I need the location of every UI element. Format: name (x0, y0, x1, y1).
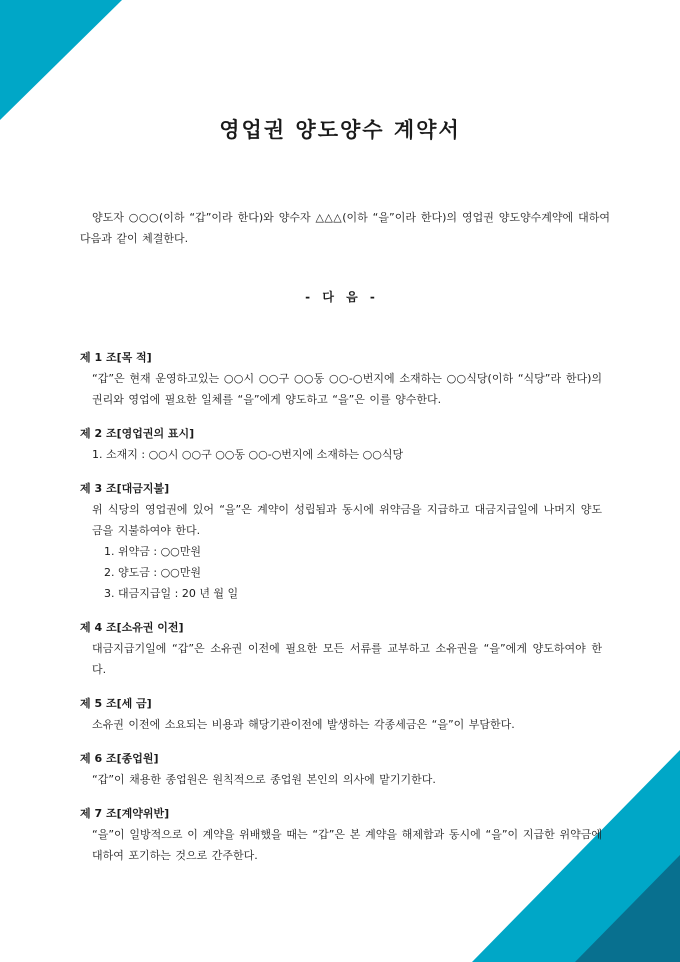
article-6 (80, 748, 602, 790)
article-1 (80, 347, 602, 410)
document-title: 영업권 양도양수 계약서 (219, 118, 461, 142)
article-4 (80, 617, 602, 680)
article-body: 소유권 이전에 소요되는 비용과 해당기관이전에 발생하는 각종세금은 “을”이 부담한다. (92, 718, 515, 731)
article-heading: 제 6 조[종업원] (80, 752, 159, 765)
article-7 (80, 803, 602, 866)
article-5 (80, 693, 602, 735)
article-2 (80, 423, 602, 465)
top-left-corner-decoration (0, 0, 130, 125)
intro-paragraph: 양도자 ○○○(이하 “갑”이라 한다)와 양수자 △△△(이하 “을”이라 한다)의 영업권 양도양수계약에 대하여 다음과 같이 체결한다. (80, 211, 610, 245)
top-left-triangle (0, 0, 122, 120)
article-heading: 제 1 조[목 적] (80, 351, 152, 364)
article-heading: 제 2 조[영업권의 표시] (80, 427, 195, 440)
article-heading: 제 4 조[소유권 이전] (80, 621, 184, 634)
article-heading: 제 7 조[계약위반] (80, 807, 170, 820)
article-list-item: 1. 위약금 : ○○만원 (104, 545, 202, 558)
article-list-item: 3. 대금지급일 : 20 년 월 일 (104, 587, 239, 600)
article-list-item: 2. 양도금 : ○○만원 (104, 566, 202, 579)
article-heading: 제 3 조[대금지불] (80, 482, 170, 495)
article-body: “갑”은 현재 운영하고있는 ○○시 ○○구 ○○동 ○○-○번지에 소재하는 ○○식당(이하 “식당”라 한다)의 권리와 영업에 필요한 일체를 “을”에게 양도하고 “을”은 이를 양수한다. (92, 372, 602, 406)
article-3 (80, 478, 602, 604)
section-divider-heading: - 다 음 - (305, 290, 375, 304)
article-body: 대금지급기일에 “갑”은 소유권 이전에 필요한 모든 서류를 교부하고 소유권을 “을”에게 양도하여야 한다. (92, 642, 602, 676)
article-body: “을”이 일방적으로 이 계약을 위배했을 때는 “갑”은 본 계약을 해제함과 동시에 “을”이 지급한 위약금에 대하여 포기하는 것으로 간주한다. (92, 828, 602, 862)
article-body: “갑”이 채용한 종업원은 원칙적으로 종업원 본인의 의사에 맡기기한다. (92, 773, 436, 786)
article-heading: 제 5 조[세 금] (80, 697, 152, 710)
articles-list (80, 347, 602, 879)
article-body: 위 식당의 영업권에 있어 “을”은 계약이 성립됨과 동시에 위약금을 지급하고 대금지급일에 나머지 양도금을 지불하여야 한다. (92, 503, 602, 537)
article-list-item: 1. 소재지 : ○○시 ○○구 ○○동 ○○-○번지에 소재하는 ○○식당 (92, 448, 404, 461)
